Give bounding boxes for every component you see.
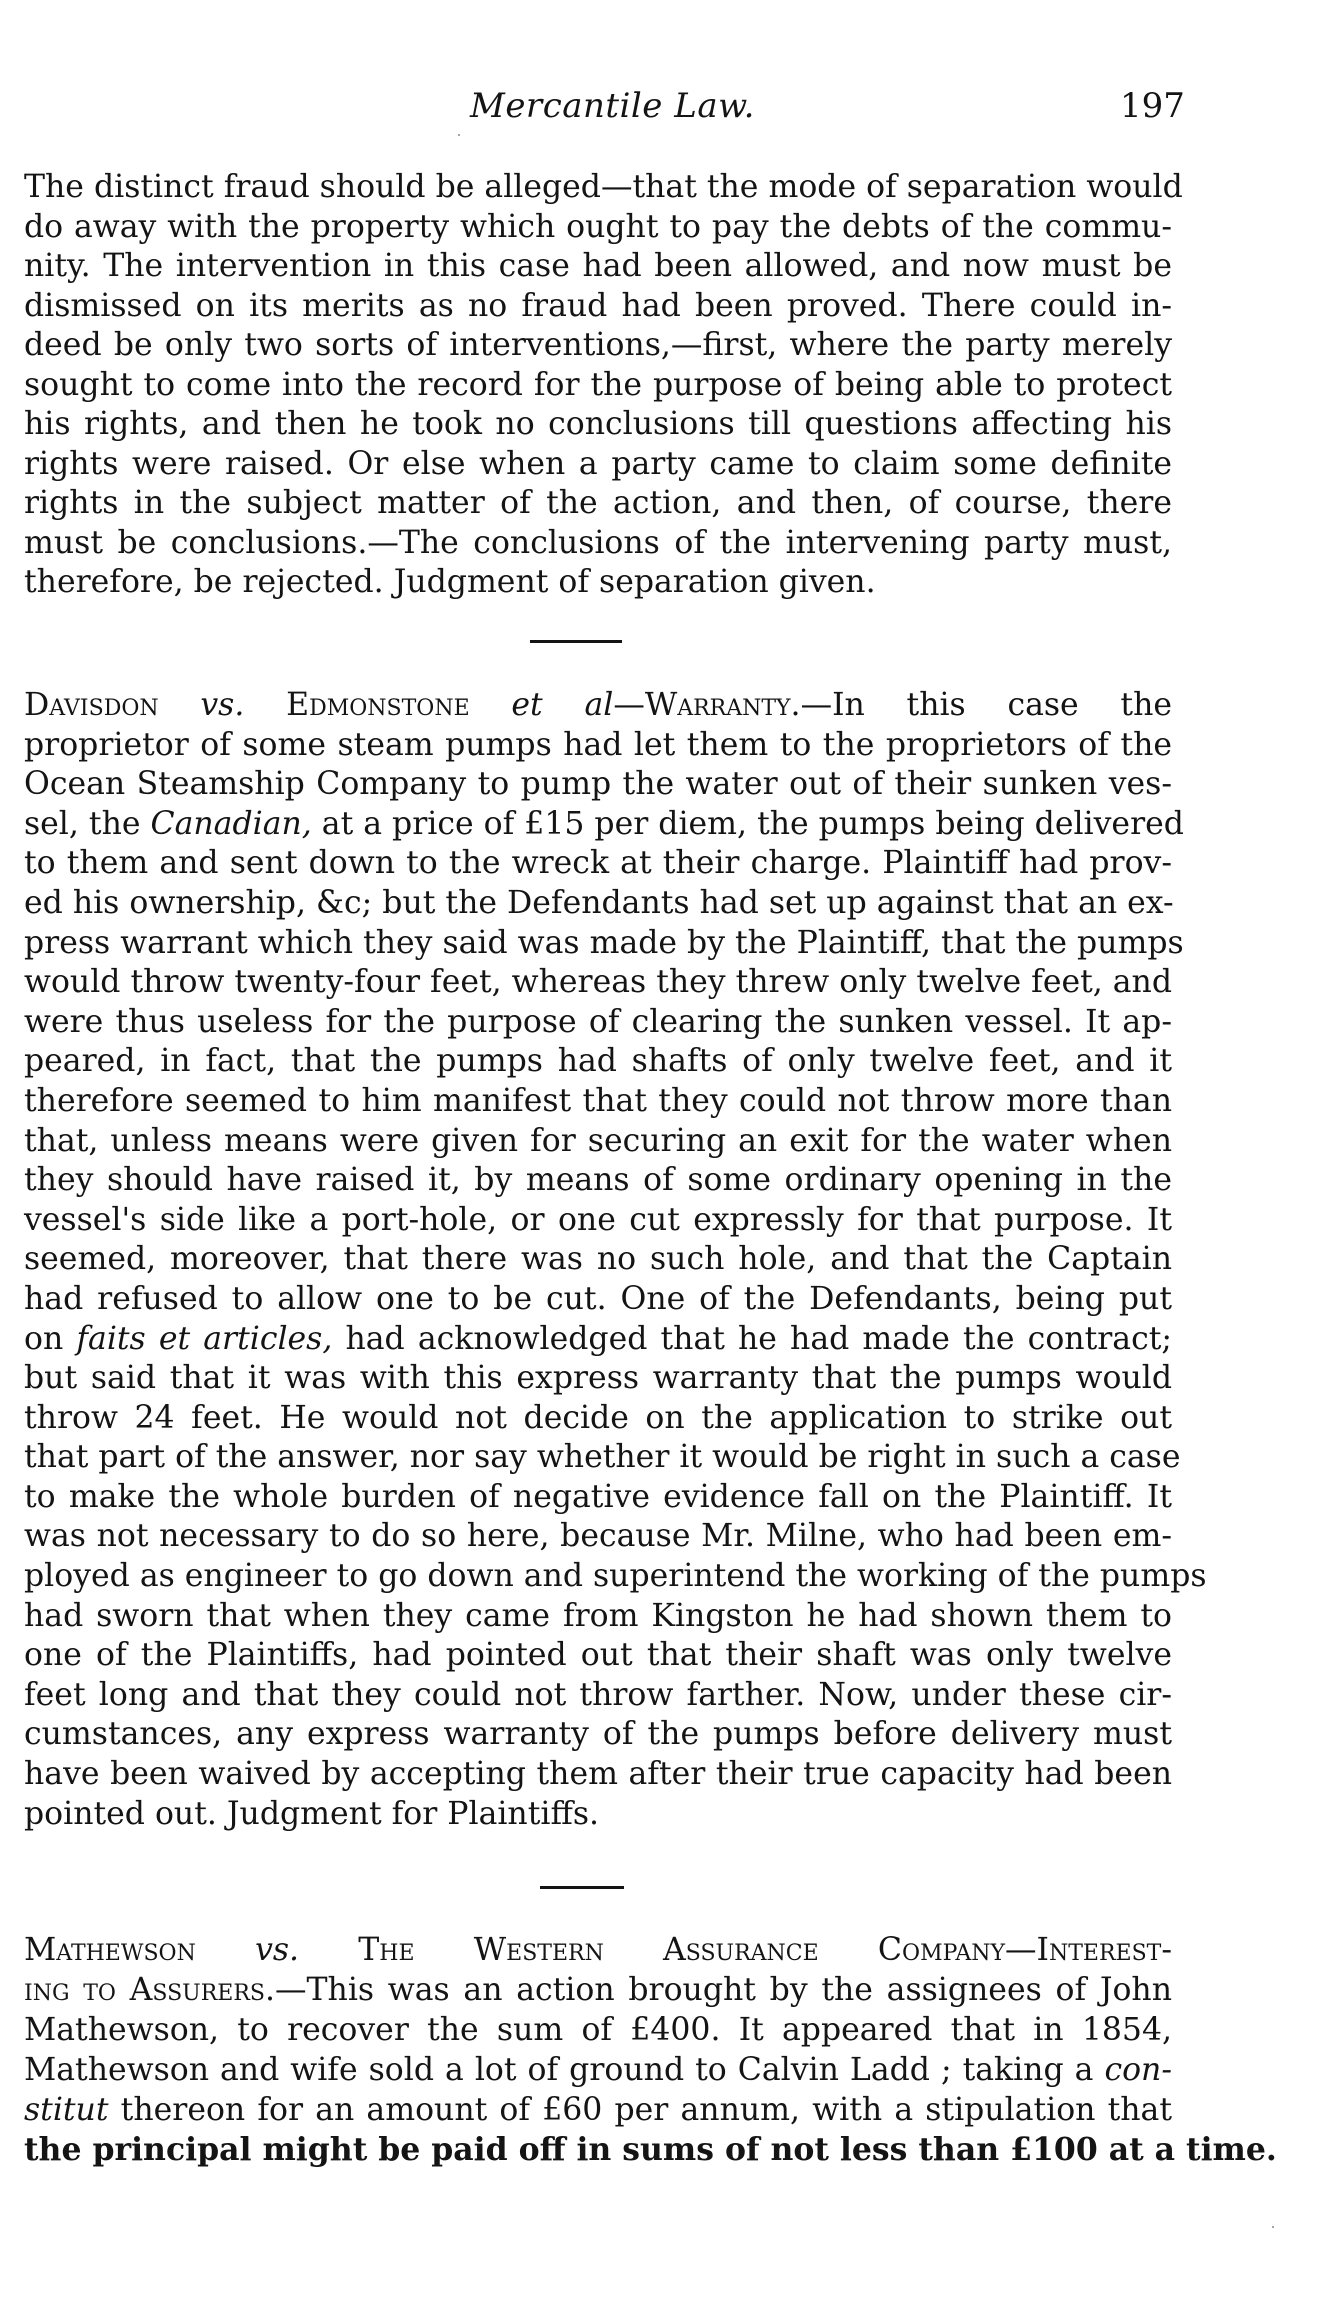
text-line: ployed as engineer to go down and superintend the working of the pumps <box>24 1558 1207 1595</box>
text-line: throw 24 feet. He would not decide on the application to strike out <box>24 1399 1172 1436</box>
case-party-defendant: The Western Assurance Company <box>358 1932 1006 1968</box>
paper-speck <box>1272 2226 1274 2228</box>
case-intro-text: —In this case the <box>800 687 1173 723</box>
text-line: therefore, be rejected. Judgment of separation given. <box>24 564 876 600</box>
text-line: to them and sent down to the wreck at their charge. Plaintiff had prov- <box>24 845 1172 882</box>
text-line <box>24 805 1184 845</box>
case-intro-text: —This was an action brought by the assignees of John <box>275 1972 1173 2008</box>
case-vs: vs. <box>255 1932 300 1968</box>
text-line: Mathewson, to recover the sum of £400. It appeared that in 1854, <box>24 2012 1172 2048</box>
page-number: 197 <box>1120 86 1185 126</box>
case-subject: —Interest- <box>1005 1932 1172 1968</box>
text-line: would throw twenty-four feet, whereas they threw only twelve feet, and <box>24 964 1173 1001</box>
text-line <box>24 1970 1172 2010</box>
text-line: they should have raised it, by means of some ordinary opening in the <box>24 1162 1172 1199</box>
text-line: seemed, moreover, that there was no such hole, and that the Captain <box>24 1241 1172 1278</box>
running-title: Mercantile Law. <box>470 86 755 126</box>
text-fragment: sel, the <box>24 805 151 842</box>
text-line: must be conclusions.—The conclusions of the intervening party must, <box>24 524 1172 561</box>
case-et-al: et al <box>511 687 614 723</box>
case-party-plaintiff: Mathewson <box>24 1932 196 1968</box>
text-line: rights in the subject matter of the action, and then, of course, there <box>24 485 1172 521</box>
text-line: sought to come into the record for the purpose of being able to protect <box>24 366 1172 403</box>
text-line <box>24 2050 1172 2090</box>
section-divider <box>540 1886 624 1889</box>
text-fragment: on <box>24 1320 77 1357</box>
paper-speck <box>458 134 460 136</box>
legal-term-constitut: stitut <box>24 2092 109 2128</box>
text-line <box>24 2090 1172 2130</box>
text-line: one of the Plaintiffs, had pointed out that their shaft was only twelve <box>24 1637 1172 1674</box>
case-heading-line <box>24 686 1172 726</box>
text-line: to make the whole burden of negative evidence fall on the Plaintiff. It <box>24 1478 1172 1515</box>
text-line: pointed out. Judgment for Plaintiffs. <box>24 1795 600 1832</box>
text-line: press warrant which they said was made by the Plaintiff, that the pumps <box>24 924 1184 961</box>
text-line: dismissed on its merits as no fraud had been proved. There could in- <box>24 287 1172 324</box>
case-party-plaintiff: Davisdon <box>24 687 159 723</box>
text-line <box>24 1320 1172 1360</box>
case-heading-line <box>24 1930 1172 1970</box>
page-header <box>0 86 1340 126</box>
text-line: but said that it was with this express warranty that the pumps would <box>24 1360 1172 1397</box>
text-line: feet long and that they could not throw farther. Now, under these cir- <box>24 1676 1172 1713</box>
text-fragment: Mathewson and wife sold a lot of ground to Calvin Ladd ; taking a <box>24 2052 1105 2088</box>
case-subject: —Warranty. <box>613 687 801 723</box>
text-line: have been waived by accepting them after their true capacity had been <box>24 1756 1172 1793</box>
text-line: cumstances, any express warranty of the pumps before delivery must <box>24 1716 1172 1753</box>
text-line: proprietor of some steam pumps had let them to the proprietors of the <box>24 726 1172 763</box>
text-line: ed his ownership, &c; but the Defendants had set up against that an ex- <box>24 884 1174 921</box>
text-line: The distinct fraud should be alleged—that the mode of separation would <box>24 169 1183 205</box>
text-line: that part of the answer, nor say whether it would be right in such a case <box>24 1439 1181 1476</box>
text-line: had sworn that when they came from Kingston he had shown them to <box>24 1597 1172 1634</box>
text-line: deed be only two sorts of interventions,—first, where the party merely <box>24 327 1172 363</box>
case-subject: ing to Assurers. <box>24 1972 276 2008</box>
text-fragment: had acknowledged that he had made the contract; <box>332 1320 1172 1357</box>
text-line: nity. The intervention in this case had been allowed, and now must be <box>24 248 1172 284</box>
vessel-name: Canadian, <box>150 805 312 842</box>
paragraph-separation-judgment <box>24 168 1183 603</box>
section-divider <box>530 640 622 643</box>
text-line: his rights, and then he took no conclusions till questions affecting his <box>24 406 1172 442</box>
text-fragment: at a price of £15 per diem, the pumps being delivered <box>311 805 1184 842</box>
text-line: Ocean Steamship Company to pump the water out of their sunken ves- <box>24 766 1172 803</box>
legal-term-faits-et-articles: faits et articles, <box>76 1320 333 1357</box>
text-line: do away with the property which ought to pay the debts of the commu- <box>24 208 1172 245</box>
case-party-defendant: Edmonstone <box>286 687 470 723</box>
paragraph-mathewson-case <box>24 1930 1277 2170</box>
paragraph-davisdon-case <box>24 686 1207 1834</box>
text-line: had refused to allow one to be cut. One of the Defendants, being put <box>24 1280 1172 1317</box>
text-line: was not necessary to do so here, because Mr. Milne, who had been em- <box>24 1518 1172 1555</box>
text-line: the principal might be paid off in sums of not less than £100 at a time. <box>24 2131 1277 2168</box>
legal-term-constitut: con- <box>1104 2052 1172 2088</box>
text-line: vessel's side like a port-hole, or one cut expressly for that purpose. It <box>24 1201 1172 1238</box>
case-vs: vs. <box>200 687 245 723</box>
text-line: were thus useless for the purpose of clearing the sunken vessel. It ap- <box>24 1003 1172 1040</box>
text-line: that, unless means were given for securing an exit for the water when <box>24 1122 1172 1159</box>
text-line: rights were raised. Or else when a party came to claim some definite <box>24 445 1172 482</box>
text-fragment: thereon for an amount of £60 per annum, with a stipulation that <box>108 2092 1172 2128</box>
text-line: peared, in fact, that the pumps had shafts of only twelve feet, and it <box>24 1043 1172 1080</box>
text-line: therefore seemed to him manifest that they could not throw more than <box>24 1082 1172 1119</box>
